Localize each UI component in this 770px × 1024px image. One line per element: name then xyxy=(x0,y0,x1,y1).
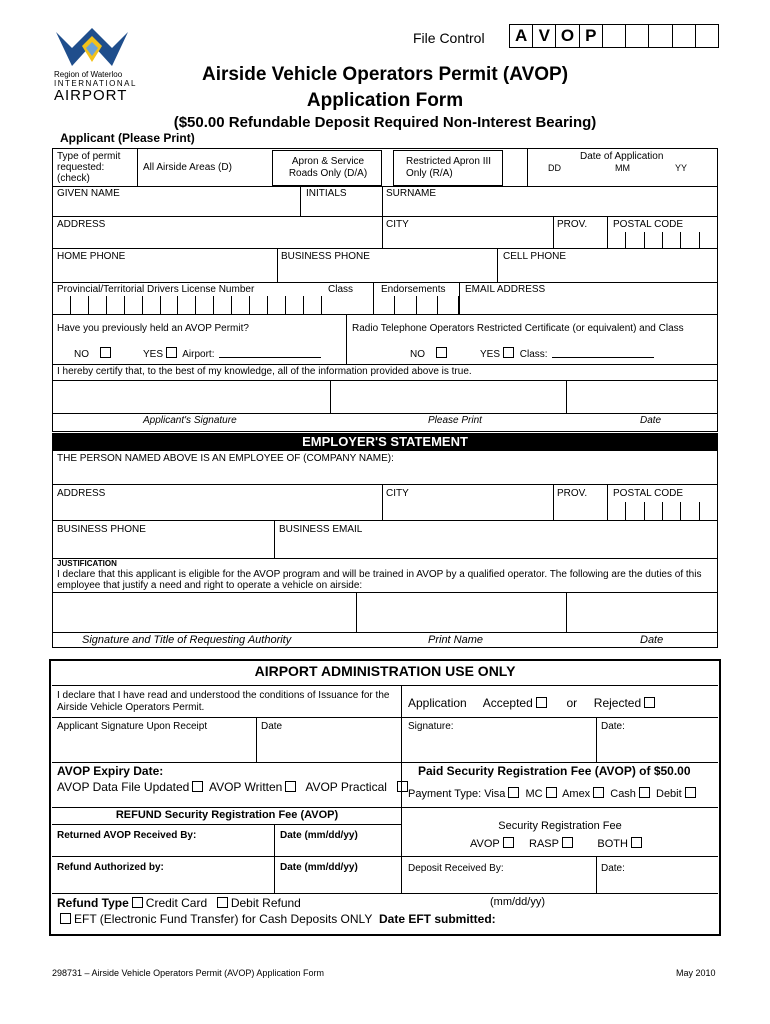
debit-refund-checkbox[interactable] xyxy=(217,897,228,908)
employer-frame xyxy=(52,450,718,648)
employer-postal-code-label: POSTAL CODE xyxy=(613,488,684,499)
eft-label: EFT (Electronic Fund Transfer) for Cash Deposits ONLY xyxy=(74,912,373,926)
file-control-cell[interactable] xyxy=(696,25,718,47)
email-label: EMAIL ADDRESS xyxy=(465,284,546,295)
applicant-signature-label: Applicant's Signature xyxy=(143,415,237,426)
postal-code-ticks[interactable] xyxy=(607,232,718,248)
previous-avop-question: Have you previously held an AVOP Permit? xyxy=(57,323,249,334)
debit-label: Debit xyxy=(656,788,682,800)
previous-yes-checkbox[interactable] xyxy=(166,347,177,358)
eft-date-format-label: (mm/dd/yy) xyxy=(490,896,545,908)
sec-fee-label: Security Registration Fee xyxy=(498,820,622,832)
returned-date-label: Date (mm/dd/yy) xyxy=(280,830,358,841)
date-dd-label: DD xyxy=(548,163,561,173)
file-control-cell[interactable]: A xyxy=(510,25,533,47)
city-label: CITY xyxy=(386,219,409,230)
radio-no[interactable] xyxy=(410,347,450,360)
file-control-cell[interactable]: P xyxy=(580,25,603,47)
file-control-cell[interactable] xyxy=(673,25,696,47)
company-name-label: THE PERSON NAMED ABOVE IS AN EMPLOYEE OF (COMPANY NAME): xyxy=(57,453,394,464)
deposit-received-label: Deposit Received By: xyxy=(408,863,504,874)
class-label: Class xyxy=(328,284,354,295)
rasp-option-checkbox[interactable] xyxy=(562,837,573,848)
both-option-label: BOTH xyxy=(597,838,628,850)
both-option-checkbox[interactable] xyxy=(631,837,642,848)
refund-authorized-label: Refund Authorized by: xyxy=(57,862,164,873)
sec-fee-options[interactable] xyxy=(470,837,645,850)
logo-region-text: Region of Waterloo xyxy=(54,70,123,79)
class-input-line[interactable] xyxy=(552,357,654,358)
cash-checkbox[interactable] xyxy=(639,787,650,798)
certify-statement: I hereby certify that, to the best of my knowledge, all of the information provided above is true. xyxy=(57,366,472,377)
receipt-date-label: Date xyxy=(261,721,283,732)
application-status[interactable] xyxy=(408,696,658,710)
airport-label: Airport: xyxy=(182,349,215,360)
paid-fee-label: Paid Security Registration Fee (AVOP) of $50.00 xyxy=(418,764,691,778)
footer-form-id: 298731 – Airside Vehicle Operators Permit (AVOP) Application Form xyxy=(52,968,324,978)
file-control-cell[interactable]: V xyxy=(533,25,556,47)
cash-label: Cash xyxy=(610,788,636,800)
accepted-label: Accepted xyxy=(482,696,533,710)
file-control-cell[interactable] xyxy=(603,25,626,47)
previous-no[interactable] xyxy=(74,347,114,360)
option-all-airside[interactable]: All Airside Areas (D) xyxy=(143,162,232,173)
data-file-checkbox[interactable] xyxy=(192,781,203,792)
employer-address-label: ADDRESS xyxy=(57,488,106,499)
amex-checkbox[interactable] xyxy=(593,787,604,798)
employer-date-label: Date xyxy=(640,634,664,646)
cell-phone-label: CELL PHONE xyxy=(503,251,566,262)
eft-row[interactable] xyxy=(57,912,496,926)
refund-type-row[interactable] xyxy=(57,896,301,910)
eft-checkbox[interactable] xyxy=(60,913,71,924)
endorsements-label: Endorsements xyxy=(381,284,446,295)
home-phone-label: HOME PHONE xyxy=(57,251,126,262)
airport-input-line[interactable] xyxy=(219,357,321,358)
credit-card-checkbox[interactable] xyxy=(132,897,143,908)
debit-checkbox[interactable] xyxy=(685,787,696,798)
business-phone-label: BUSINESS PHONE xyxy=(281,251,370,262)
admin-signature-label: Signature: xyxy=(408,721,454,732)
mc-label: MC xyxy=(525,788,543,800)
file-control-boxes[interactable] xyxy=(509,24,719,48)
prov-label: PROV. xyxy=(557,219,588,230)
footer-date: May 2010 xyxy=(676,968,716,978)
debit-refund-label: Debit Refund xyxy=(230,896,301,910)
date-mm-label: MM xyxy=(615,163,630,173)
form-title-line2: Application Form xyxy=(306,90,464,111)
rejected-checkbox[interactable] xyxy=(644,697,655,708)
initials-label: INITIALS xyxy=(306,188,347,199)
previous-yes[interactable] xyxy=(143,347,214,360)
previous-no-checkbox[interactable] xyxy=(100,347,111,358)
admin-date-label: Date: xyxy=(601,721,625,732)
employer-print-label: Print Name xyxy=(428,634,484,646)
radio-cert-question: Radio Telephone Operators Restricted Certificate (or equivalent) and Class xyxy=(352,323,684,334)
endorsement-ticks[interactable] xyxy=(373,296,459,314)
applicant-sig-receipt-label: Applicant Signature Upon Receipt xyxy=(57,721,208,732)
license-number-label: Provincial/Territorial Drivers License Number xyxy=(57,284,255,295)
permit-type-label: Type of permit requested: (check) xyxy=(57,151,121,184)
employer-city-label: CITY xyxy=(386,488,409,499)
data-file-label: AVOP Data File Updated xyxy=(57,780,190,794)
business-email-label: BUSINESS EMAIL xyxy=(279,524,363,535)
logo-airport-text: AIRPORT xyxy=(54,87,128,104)
authority-signature-label: Signature and Title of Requesting Authority xyxy=(82,634,292,646)
accepted-checkbox[interactable] xyxy=(536,697,547,708)
admin-header: AIRPORT ADMINISTRATION USE ONLY xyxy=(254,663,516,679)
refund-date-label: Date (mm/dd/yy) xyxy=(280,862,358,873)
justification-text: I declare that this applicant is eligible for the AVOP program and will be trained in AVOP by a qualified operator. The following are the duties of this employee that justify a need and right to operate a vehicle on airside: xyxy=(57,569,702,591)
mc-checkbox[interactable] xyxy=(546,787,557,798)
no-label: NO xyxy=(74,349,89,360)
file-control-cell[interactable] xyxy=(626,25,649,47)
deposit-note: ($50.00 Refundable Deposit Required Non-Interest Bearing) xyxy=(173,114,597,131)
radio-no-checkbox[interactable] xyxy=(436,347,447,358)
rejected-label: Rejected xyxy=(593,696,642,710)
option-apron[interactable]: Apron & Service Roads Only (D/A) xyxy=(288,156,368,179)
credit-card-label: Credit Card xyxy=(145,896,208,910)
visa-checkbox[interactable] xyxy=(508,787,519,798)
applicant-date-label: Date xyxy=(640,415,662,426)
avop-checks[interactable] xyxy=(57,780,411,794)
radio-yes-checkbox[interactable] xyxy=(503,347,514,358)
rasp-option-label: RASP xyxy=(529,838,559,850)
avop-option-checkbox[interactable] xyxy=(503,837,514,848)
applicant-section-label: Applicant (Please Print) xyxy=(60,131,195,145)
avop-option-label: AVOP xyxy=(470,838,500,850)
option-restricted[interactable]: Restricted Apron III Only (R/A) xyxy=(406,156,492,179)
payment-type[interactable] xyxy=(408,787,699,800)
file-control-label: File Control xyxy=(413,30,485,46)
refund-header: REFUND Security Registration Fee (AVOP) xyxy=(115,809,339,821)
payment-type-label: Payment Type: Visa xyxy=(408,788,506,800)
radio-yes-label: YES xyxy=(480,349,501,360)
date-yy-label: YY xyxy=(675,163,688,173)
surname-label: SURNAME xyxy=(386,188,437,199)
deposit-date-label: Date: xyxy=(601,863,625,874)
date-of-application-label: Date of Application xyxy=(580,151,664,162)
radio-no-label: NO xyxy=(410,349,425,360)
employer-prov-label: PROV. xyxy=(557,488,588,499)
class-field-label: Class: xyxy=(519,349,548,360)
amex-label: Amex xyxy=(562,788,591,800)
postal-code-label: POSTAL CODE xyxy=(613,219,684,230)
justification-label: JUSTIFICATION xyxy=(57,559,117,568)
practical-label: AVOP Practical xyxy=(305,780,387,794)
practical-checkbox[interactable] xyxy=(397,781,408,792)
radio-yes[interactable] xyxy=(480,347,548,360)
or-label: or xyxy=(566,696,578,710)
applicant-print-label: Please Print xyxy=(428,415,482,426)
file-control-cell[interactable]: O xyxy=(556,25,579,47)
employer-postal-code-ticks[interactable] xyxy=(607,502,718,520)
refund-type-label: Refund Type xyxy=(57,896,129,910)
logo-international-text: INTERNATIONAL xyxy=(54,79,137,88)
license-number-ticks[interactable] xyxy=(52,296,322,314)
written-checkbox[interactable] xyxy=(285,781,296,792)
form-title-line1: Airside Vehicle Operators Permit (AVOP) xyxy=(201,64,569,85)
employer-business-phone-label: BUSINESS PHONE xyxy=(57,524,146,535)
date-eft-label: Date EFT submitted: xyxy=(379,912,496,926)
application-label: Application xyxy=(408,696,467,710)
given-name-label: GIVEN NAME xyxy=(57,188,120,199)
address-label: ADDRESS xyxy=(57,219,106,230)
employer-header: EMPLOYER'S STATEMENT xyxy=(52,433,718,450)
returned-received-label: Returned AVOP Received By: xyxy=(57,830,197,841)
admin-declare-text: I declare that I have read and understood the conditions of Issuance for the Airside Vehicle Operators Permit. xyxy=(57,690,390,713)
yes-label: YES xyxy=(143,349,164,360)
written-label: AVOP Written xyxy=(208,780,283,794)
file-control-cell[interactable] xyxy=(649,25,672,47)
avop-expiry-label: AVOP Expiry Date: xyxy=(57,764,164,778)
